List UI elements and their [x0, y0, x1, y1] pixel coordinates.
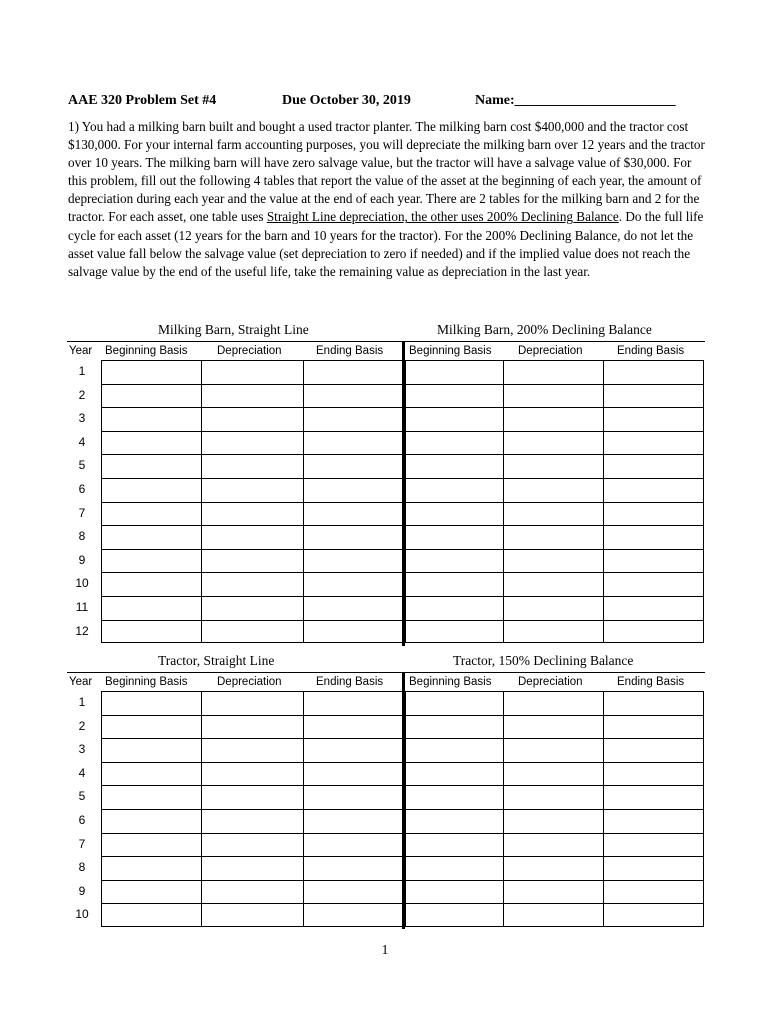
db-ending-basis-cell[interactable] [603, 360, 704, 384]
db-ending-basis-cell[interactable] [603, 549, 704, 573]
db-beginning-basis-cell[interactable] [405, 572, 503, 596]
db-beginning-basis-cell[interactable] [405, 903, 503, 927]
db-ending-basis-cell[interactable] [603, 715, 704, 739]
sl-beginning-basis-cell[interactable] [101, 549, 201, 573]
table-row [67, 454, 705, 478]
db-ending-basis-cell[interactable] [603, 762, 704, 786]
sl-ending-basis-cell[interactable] [303, 360, 403, 384]
sl-beginning-basis-cell[interactable] [101, 856, 201, 880]
db-ending-basis-cell[interactable] [603, 809, 704, 833]
table-row [67, 738, 705, 762]
year-label: 6 [78, 481, 86, 496]
problem-instructions [68, 118, 708, 281]
db-depreciation-cell[interactable] [503, 431, 603, 455]
barn-declining-title: Milking Barn, 200% Declining Balance [437, 322, 652, 337]
db-beginning-basis-cell[interactable] [405, 360, 503, 384]
db-beginning-basis-cell[interactable] [405, 809, 503, 833]
db-beginning-basis-cell[interactable] [405, 478, 503, 502]
year-label: 8 [78, 529, 86, 544]
sl-depreciation-cell[interactable] [201, 738, 303, 762]
db-beginning-basis-cell[interactable] [405, 620, 503, 644]
year-label: 10 [75, 907, 89, 922]
table-row [67, 785, 705, 809]
year-label: 12 [75, 623, 89, 638]
db-beginning-basis-cell[interactable] [405, 691, 503, 715]
db-depreciation-cell[interactable] [503, 572, 603, 596]
sl-beginning-basis-cell[interactable] [101, 478, 201, 502]
ending-basis-header: Ending Basis [617, 345, 685, 357]
sl-depreciation-cell[interactable] [201, 620, 303, 644]
sl-beginning-basis-cell[interactable] [101, 360, 201, 384]
db-ending-basis-cell[interactable] [603, 833, 704, 857]
db-depreciation-cell[interactable] [503, 903, 603, 927]
ending-basis-header: Ending Basis [316, 676, 384, 688]
sl-depreciation-cell[interactable] [201, 384, 303, 408]
db-beginning-basis-cell[interactable] [405, 384, 503, 408]
table-row [67, 525, 705, 549]
db-ending-basis-cell[interactable] [603, 738, 704, 762]
db-depreciation-cell[interactable] [503, 454, 603, 478]
db-ending-basis-cell[interactable] [603, 572, 704, 596]
sl-beginning-basis-cell[interactable] [101, 407, 201, 431]
barn-straight-line-title: Milking Barn, Straight Line [158, 322, 309, 337]
depreciation-header: Depreciation [518, 345, 583, 357]
depreciation-header: Depreciation [217, 345, 282, 357]
year-label: 9 [78, 552, 86, 567]
year-label: 4 [78, 434, 86, 449]
table-row [67, 502, 705, 526]
sl-depreciation-cell[interactable] [201, 809, 303, 833]
db-depreciation-cell[interactable] [503, 833, 603, 857]
year-header: Year [69, 676, 93, 688]
year-label: 3 [78, 411, 86, 426]
db-beginning-basis-cell[interactable] [405, 502, 503, 526]
sl-ending-basis-cell[interactable] [303, 572, 403, 596]
sl-ending-basis-cell[interactable] [303, 502, 403, 526]
table-row [67, 833, 705, 857]
table-row [67, 384, 705, 408]
tractor-straight-line-title: Tractor, Straight Line [158, 653, 275, 668]
db-ending-basis-cell[interactable] [603, 525, 704, 549]
table-row [67, 620, 705, 644]
db-beginning-basis-cell[interactable] [405, 549, 503, 573]
sl-ending-basis-cell[interactable] [303, 620, 403, 644]
db-depreciation-cell[interactable] [503, 407, 603, 431]
sl-ending-basis-cell[interactable] [303, 903, 403, 927]
table-divider [402, 342, 405, 646]
sl-depreciation-cell[interactable] [201, 596, 303, 620]
table-row [67, 691, 705, 715]
db-ending-basis-cell[interactable] [603, 431, 704, 455]
db-beginning-basis-cell[interactable] [405, 431, 503, 455]
db-ending-basis-cell[interactable] [603, 785, 704, 809]
depreciation-header: Depreciation [518, 676, 583, 688]
ending-basis-header: Ending Basis [617, 676, 685, 688]
year-label: 3 [78, 742, 86, 757]
instructions-text-2: . Do the full life cycle for each asset (12 years for the barn and 10 years for the tractor). For the 200% Declining Balance, do not let the asset value fall below the salvage value (set depreciation to zero if needed) and if the implied value does not reach the salvage value by the end of the useful life, take the remaining value as depreciation in the last year. [68, 209, 704, 279]
tractor-column-headers [67, 673, 705, 691]
sl-ending-basis-cell[interactable] [303, 407, 403, 431]
sl-depreciation-cell[interactable] [201, 525, 303, 549]
year-label: 2 [78, 718, 86, 733]
table-row [67, 360, 705, 384]
db-beginning-basis-cell[interactable] [405, 833, 503, 857]
db-depreciation-cell[interactable] [503, 715, 603, 739]
sl-beginning-basis-cell[interactable] [101, 525, 201, 549]
sl-depreciation-cell[interactable] [201, 407, 303, 431]
year-label: 5 [78, 458, 86, 473]
table-row [67, 478, 705, 502]
sl-depreciation-cell[interactable] [201, 715, 303, 739]
table-row [67, 903, 705, 927]
depreciation-header: Depreciation [217, 676, 282, 688]
table-row [67, 762, 705, 786]
sl-ending-basis-cell[interactable] [303, 691, 403, 715]
instructions-underlined: Straight Line depreciation, the other uses 200% Declining Balance [266, 209, 619, 225]
sl-depreciation-cell[interactable] [201, 360, 303, 384]
db-depreciation-cell[interactable] [503, 549, 603, 573]
year-label: 4 [78, 765, 86, 780]
db-depreciation-cell[interactable] [503, 384, 603, 408]
table-row [67, 549, 705, 573]
table-row [67, 856, 705, 880]
db-depreciation-cell[interactable] [503, 596, 603, 620]
db-ending-basis-cell[interactable] [603, 903, 704, 927]
db-depreciation-cell[interactable] [503, 525, 603, 549]
sl-ending-basis-cell[interactable] [303, 762, 403, 786]
table-row [67, 809, 705, 833]
year-label: 2 [78, 387, 86, 402]
course-title: AAE 320 Problem Set #4 [68, 93, 217, 108]
db-ending-basis-cell[interactable] [603, 454, 704, 478]
sl-ending-basis-cell[interactable] [303, 809, 403, 833]
year-label: 7 [78, 836, 86, 851]
sl-depreciation-cell[interactable] [201, 833, 303, 857]
db-depreciation-cell[interactable] [503, 360, 603, 384]
sl-depreciation-cell[interactable] [201, 785, 303, 809]
sl-beginning-basis-cell[interactable] [101, 596, 201, 620]
db-beginning-basis-cell[interactable] [405, 880, 503, 904]
sl-beginning-basis-cell[interactable] [101, 809, 201, 833]
beginning-basis-header: Beginning Basis [105, 345, 188, 357]
db-depreciation-cell[interactable] [503, 478, 603, 502]
beginning-basis-header: Beginning Basis [409, 676, 492, 688]
sl-ending-basis-cell[interactable] [303, 431, 403, 455]
db-ending-basis-cell[interactable] [603, 856, 704, 880]
db-depreciation-cell[interactable] [503, 691, 603, 715]
year-label: 1 [78, 364, 86, 378]
table-row [67, 880, 705, 904]
db-depreciation-cell[interactable] [503, 880, 603, 904]
sl-ending-basis-cell[interactable] [303, 384, 403, 408]
sl-beginning-basis-cell[interactable] [101, 691, 201, 715]
db-ending-basis-cell[interactable] [603, 478, 704, 502]
year-label: 8 [78, 860, 86, 875]
name-field[interactable]: Name:_______________________ [475, 93, 676, 108]
db-depreciation-cell[interactable] [503, 785, 603, 809]
db-beginning-basis-cell[interactable] [405, 762, 503, 786]
sl-depreciation-cell[interactable] [201, 572, 303, 596]
year-label: 11 [75, 599, 89, 614]
barn-tables [67, 322, 705, 643]
sl-ending-basis-cell[interactable] [303, 738, 403, 762]
barn-grid [67, 360, 705, 643]
sl-depreciation-cell[interactable] [201, 691, 303, 715]
sl-ending-basis-cell[interactable] [303, 454, 403, 478]
due-date: Due October 30, 2019 [282, 93, 411, 108]
tractor-declining-title: Tractor, 150% Declining Balance [453, 653, 634, 668]
table-row [67, 715, 705, 739]
ending-basis-header: Ending Basis [316, 345, 384, 357]
sl-beginning-basis-cell[interactable] [101, 620, 201, 644]
sl-ending-basis-cell[interactable] [303, 833, 403, 857]
db-ending-basis-cell[interactable] [603, 596, 704, 620]
db-beginning-basis-cell[interactable] [405, 785, 503, 809]
table-row [67, 596, 705, 620]
year-label: 7 [78, 505, 86, 520]
table-row [67, 407, 705, 431]
sl-beginning-basis-cell[interactable] [101, 880, 201, 904]
sl-beginning-basis-cell[interactable] [101, 903, 201, 927]
db-depreciation-cell[interactable] [503, 620, 603, 644]
sl-beginning-basis-cell[interactable] [101, 715, 201, 739]
db-beginning-basis-cell[interactable] [405, 738, 503, 762]
db-beginning-basis-cell[interactable] [405, 596, 503, 620]
db-ending-basis-cell[interactable] [603, 620, 704, 644]
sl-beginning-basis-cell[interactable] [101, 833, 201, 857]
sl-depreciation-cell[interactable] [201, 431, 303, 455]
sl-beginning-basis-cell[interactable] [101, 431, 201, 455]
year-label: 9 [78, 883, 86, 898]
sl-depreciation-cell[interactable] [201, 502, 303, 526]
db-ending-basis-cell[interactable] [603, 691, 704, 715]
sl-beginning-basis-cell[interactable] [101, 762, 201, 786]
sl-depreciation-cell[interactable] [201, 903, 303, 927]
beginning-basis-header: Beginning Basis [105, 676, 188, 688]
db-depreciation-cell[interactable] [503, 856, 603, 880]
sl-depreciation-cell[interactable] [201, 478, 303, 502]
sl-depreciation-cell[interactable] [201, 880, 303, 904]
db-ending-basis-cell[interactable] [603, 407, 704, 431]
db-beginning-basis-cell[interactable] [405, 525, 503, 549]
sl-ending-basis-cell[interactable] [303, 856, 403, 880]
db-ending-basis-cell[interactable] [603, 880, 704, 904]
sl-beginning-basis-cell[interactable] [101, 384, 201, 408]
page-header [68, 93, 708, 113]
year-header: Year [69, 345, 93, 357]
db-depreciation-cell[interactable] [503, 738, 603, 762]
sl-ending-basis-cell[interactable] [303, 785, 403, 809]
db-beginning-basis-cell[interactable] [405, 715, 503, 739]
barn-column-headers [67, 342, 705, 360]
beginning-basis-header: Beginning Basis [409, 345, 492, 357]
page-number: 1 [381, 942, 389, 957]
table-row [67, 572, 705, 596]
db-ending-basis-cell[interactable] [603, 502, 704, 526]
tractor-grid [67, 691, 705, 927]
sl-depreciation-cell[interactable] [201, 762, 303, 786]
year-label: 6 [78, 812, 86, 827]
db-beginning-basis-cell[interactable] [405, 407, 503, 431]
sl-beginning-basis-cell[interactable] [101, 572, 201, 596]
sl-ending-basis-cell[interactable] [303, 715, 403, 739]
sl-beginning-basis-cell[interactable] [101, 738, 201, 762]
table-row [67, 431, 705, 455]
sl-depreciation-cell[interactable] [201, 856, 303, 880]
sl-ending-basis-cell[interactable] [303, 880, 403, 904]
year-label: 5 [78, 789, 86, 804]
sl-beginning-basis-cell[interactable] [101, 454, 201, 478]
sl-ending-basis-cell[interactable] [303, 478, 403, 502]
sl-beginning-basis-cell[interactable] [101, 502, 201, 526]
sl-depreciation-cell[interactable] [201, 549, 303, 573]
db-depreciation-cell[interactable] [503, 502, 603, 526]
table-divider [402, 673, 405, 929]
db-depreciation-cell[interactable] [503, 809, 603, 833]
year-label: 1 [78, 695, 86, 709]
sl-ending-basis-cell[interactable] [303, 525, 403, 549]
sl-ending-basis-cell[interactable] [303, 596, 403, 620]
db-depreciation-cell[interactable] [503, 762, 603, 786]
sl-beginning-basis-cell[interactable] [101, 785, 201, 809]
db-beginning-basis-cell[interactable] [405, 454, 503, 478]
sl-depreciation-cell[interactable] [201, 454, 303, 478]
tractor-tables [67, 653, 705, 927]
sl-ending-basis-cell[interactable] [303, 549, 403, 573]
db-beginning-basis-cell[interactable] [405, 856, 503, 880]
instructions-text-1: 1) You had a milking barn built and bought a used tractor planter. The milking barn cost $400,000 and the tractor cost $130,000. For your internal farm accounting purposes, you will depreciate the milking barn over 12 years and the tractor over 10 years. The milking barn will have zero salvage value, but the tractor will have a salvage value of $30,000. For this problem, fill out the following 4 tables that report the value of the asset at the beginning of each year, the amount of depreciation during each year and the value at the end of each year. There are 2 tables for the milking barn and 2 for the tractor. For each asset, one table uses [68, 119, 705, 225]
year-label: 10 [75, 576, 89, 591]
db-ending-basis-cell[interactable] [603, 384, 704, 408]
